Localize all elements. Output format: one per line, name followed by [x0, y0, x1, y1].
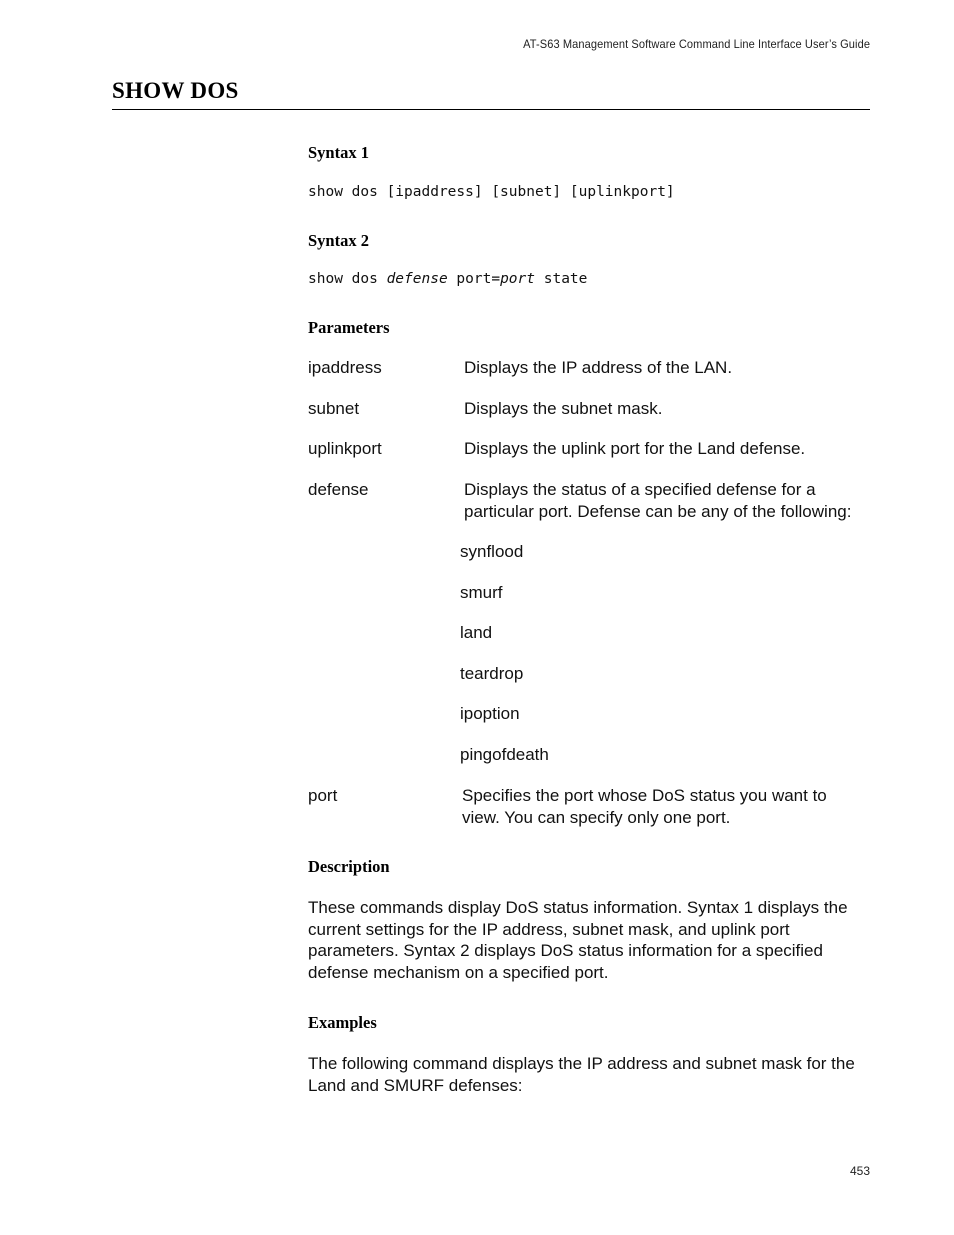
title-rule — [112, 109, 870, 110]
param-desc-uplinkport: Displays the uplink port for the Land defense. — [464, 439, 806, 458]
param-name-ipaddress: ipaddress — [308, 358, 382, 377]
syntax2-code-port-value: port — [500, 271, 535, 287]
syntax2-code-prefix: show dos — [308, 271, 387, 287]
examples-heading: Examples — [308, 1013, 377, 1032]
defense-option: teardrop — [460, 664, 524, 683]
syntax2-heading: Syntax 2 — [308, 231, 369, 250]
param-name-uplinkport: uplinkport — [308, 439, 382, 458]
examples-text: The following command displays the IP address and subnet mask for the Land and SMURF defenses: — [308, 1054, 855, 1095]
defense-option: pingofdeath — [460, 745, 549, 764]
page-title: SHOW DOS — [112, 78, 239, 103]
param-name-port: port — [308, 786, 338, 805]
syntax2-code-port-label: port= — [447, 271, 501, 287]
syntax1-heading: Syntax 1 — [308, 143, 369, 162]
defense-option: synflood — [460, 542, 524, 561]
defense-option: land — [460, 623, 493, 642]
param-name-subnet: subnet — [308, 399, 360, 418]
param-desc-port: Specifies the port whose DoS status you want to view. You can specify only one port. — [462, 786, 827, 827]
syntax1-code: show dos [ipaddress] [subnet] [uplinkport] — [308, 184, 675, 200]
param-name-defense: defense — [308, 480, 369, 499]
page-number: 453 — [849, 1164, 870, 1178]
description-text: These commands display DoS status information. Syntax 1 displays the current settings for the IP address, subnet mask, and uplink port parameters. Syntax 2 displays DoS status information for a specified defense mechanism on a specified port. — [308, 898, 848, 982]
syntax2-code-suffix: state — [535, 271, 588, 287]
param-desc-ipaddress: Displays the IP address of the LAN. — [464, 358, 733, 377]
running-header: AT-S63 Management Software Command Line Interface User’s Guide — [523, 37, 870, 51]
param-desc-subnet: Displays the subnet mask. — [464, 399, 663, 418]
syntax2-code — [308, 271, 587, 287]
description-heading: Description — [308, 857, 390, 876]
param-desc-defense: Displays the status of a specified defense for a particular port. Defense can be any of the following: — [464, 480, 852, 521]
defense-option: smurf — [460, 583, 503, 602]
defense-option: ipoption — [460, 704, 520, 723]
syntax2-code-defense: defense — [386, 271, 448, 287]
parameters-heading: Parameters — [308, 318, 390, 337]
